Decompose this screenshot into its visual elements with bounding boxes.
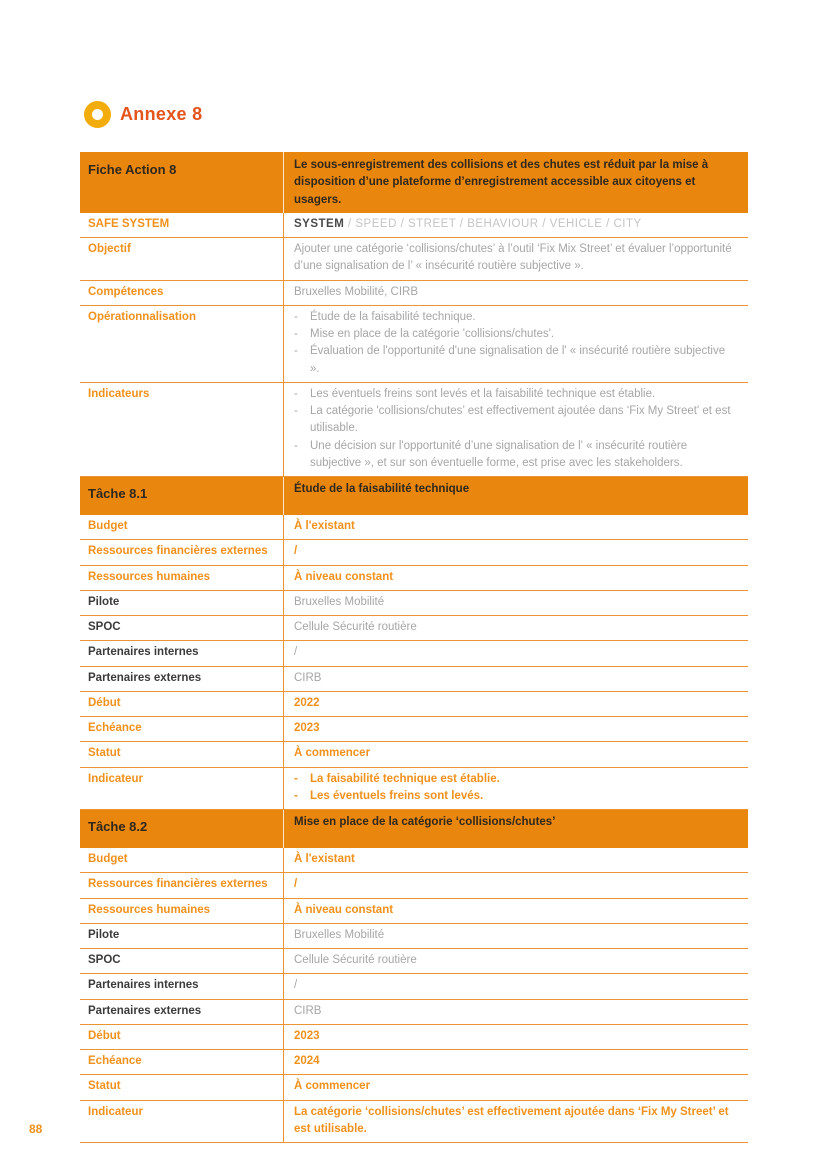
ressources-financieres-value: / — [283, 540, 748, 564]
page-number: 88 — [29, 1122, 43, 1136]
debut-value: 2023 — [283, 1025, 748, 1049]
task-2-subtitle: Mise en place de la catégorie ‘collisions/chutes’ — [283, 810, 748, 848]
task-1-subtitle: Étude de la faisabilité technique — [283, 477, 748, 515]
task-2-row-ressources-financieres — [80, 873, 748, 898]
task-1-header-row — [80, 477, 748, 515]
partenaires-externes-label: Partenaires externes — [88, 671, 202, 684]
indicateur-label: Indicateur — [88, 772, 143, 785]
indicateur-bullets — [283, 768, 748, 810]
spoc-label: SPOC — [88, 954, 121, 966]
ressources-humaines-label: Ressources humaines — [88, 570, 211, 583]
row-indicateurs — [80, 383, 748, 477]
partenaires-externes-value: CIRB — [283, 667, 748, 691]
partenaires-internes-value: / — [283, 974, 748, 998]
task-2-title: Tâche 8.2 — [88, 819, 148, 834]
spoc-value: Cellule Sécurité routière — [283, 616, 748, 640]
objectif-label: Objectif — [88, 243, 131, 255]
task-2-row-echeance — [80, 1050, 748, 1075]
budget-value: À l'existant — [283, 848, 748, 872]
task-1-row-spoc — [80, 616, 748, 641]
safe-system-value — [283, 213, 748, 237]
task-1-row-partenaires-internes — [80, 641, 748, 666]
row-objectif — [80, 238, 748, 281]
task-1-row-statut — [80, 742, 748, 767]
operationnalisation-label: Opérationnalisation — [88, 310, 196, 323]
task-2-row-spoc — [80, 949, 748, 974]
donut-bullet-icon — [84, 101, 111, 128]
ressources-financieres-label: Ressources financières externes — [88, 545, 268, 558]
budget-value: À l'existant — [283, 515, 748, 539]
pilote-label: Pilote — [88, 928, 120, 941]
statut-label: Statut — [88, 1080, 121, 1093]
fiche-description: Le sous-enregistrement des collisions et des chutes est réduit par la mise à disposition d’une plateforme d’enregistrement accessible aux citoyens et usagers. — [283, 152, 748, 213]
task-1-row-ressources-financieres — [80, 540, 748, 565]
task-2-row-pilote — [80, 924, 748, 949]
annex-title: Annexe 8 — [120, 104, 203, 124]
task-2-row-debut — [80, 1025, 748, 1050]
task-1-row-budget — [80, 515, 748, 540]
task-1-title: Tâche 8.1 — [88, 486, 148, 501]
partenaires-externes-value: CIRB — [283, 1000, 748, 1024]
bullet-item: - La catégorie 'collisions/chutes’ est effectivement ajoutée dans ‘Fix My Street' et est utilisable. — [294, 403, 736, 438]
echeance-label: Echéance — [88, 1055, 142, 1067]
task-2-row-partenaires-internes — [80, 974, 748, 999]
debut-label: Début — [88, 696, 121, 709]
row-safe-system — [80, 213, 748, 238]
ressources-humaines-value: À niveau constant — [283, 899, 748, 923]
ressources-humaines-label: Ressources humaines — [88, 903, 211, 916]
partenaires-externes-label: Partenaires externes — [88, 1004, 202, 1017]
indicateurs-label: Indicateurs — [88, 387, 150, 400]
fiche-action-table — [80, 152, 748, 1143]
annex-header — [84, 101, 202, 128]
task-2-row-budget — [80, 848, 748, 873]
ressources-humaines-value: À niveau constant — [283, 566, 748, 590]
task-1-row-pilote — [80, 591, 748, 616]
bullet-item: - Une décision sur l'opportunité d’une signalisation de l' « insécurité routière subjective », et sur son éventuelle forme, est prise avec les stakeholders. — [294, 438, 736, 473]
task-1-row-ressources-humaines — [80, 566, 748, 591]
objectif-value: Ajouter une catégorie ‘collisions/chutes’ à l’outil ‘Fix Mix Street’ et évaluer l’opportunité d’une signalisation de l’ « insécurité routière subjective ». — [283, 238, 748, 280]
bullet-item: - Les éventuels freins sont levés. — [294, 788, 736, 805]
competences-value: Bruxelles Mobilité, CIRB — [283, 281, 748, 305]
pilote-value: Bruxelles Mobilité — [283, 591, 748, 615]
statut-value: À commencer — [283, 742, 748, 766]
spoc-label: SPOC — [88, 621, 121, 633]
ressources-financieres-value: / — [283, 873, 748, 897]
echeance-value: 2024 — [283, 1050, 748, 1074]
fiche-title: Fiche Action 8 — [88, 162, 177, 177]
row-competences — [80, 281, 748, 306]
debut-label: Début — [88, 1029, 121, 1042]
safe-system-selected: SYSTEM — [294, 217, 345, 230]
statut-label: Statut — [88, 747, 121, 760]
safe-system-label: SAFE SYSTEM — [88, 217, 170, 230]
bullet-item: - Les éventuels freins sont levés et la faisabilité technique est établie. — [294, 386, 736, 403]
task-2-row-statut — [80, 1075, 748, 1100]
bullet-item: - Évaluation de l'opportunité d'une signalisation de l' « insécurité routière subjective ». — [294, 343, 736, 378]
pilote-label: Pilote — [88, 595, 120, 608]
ressources-financieres-label: Ressources financières externes — [88, 878, 268, 891]
task-1-row-partenaires-externes — [80, 667, 748, 692]
echeance-value: 2023 — [283, 717, 748, 741]
task-2-row-indicateur — [80, 1101, 748, 1144]
task-2-row-partenaires-externes — [80, 1000, 748, 1025]
indicateur-value: La catégorie ‘collisions/chutes’ est effectivement ajoutée dans ‘Fix My Street’ et est utilisable. — [283, 1101, 748, 1143]
partenaires-internes-value: / — [283, 641, 748, 665]
bullet-item: - Étude de la faisabilité technique. — [294, 309, 736, 326]
task-1-row-debut — [80, 692, 748, 717]
task-2-row-ressources-humaines — [80, 899, 748, 924]
safe-system-rest: / SPEED / STREET / BEHAVIOUR / VEHICLE / CITY — [344, 217, 642, 230]
bullet-item: - La faisabilité technique est établie. — [294, 771, 736, 788]
budget-label: Budget — [88, 520, 128, 532]
statut-value: À commencer — [283, 1075, 748, 1099]
indicateur-label: Indicateur — [88, 1105, 143, 1118]
fiche-header-row — [80, 152, 748, 213]
bullet-item: - Mise en place de la catégorie 'collisions/chutes'. — [294, 326, 736, 343]
indicateurs-bullets — [283, 383, 748, 476]
partenaires-internes-label: Partenaires internes — [88, 646, 199, 659]
operationnalisation-bullets — [283, 306, 748, 382]
budget-label: Budget — [88, 853, 128, 865]
task-2-header-row — [80, 810, 748, 848]
spoc-value: Cellule Sécurité routière — [283, 949, 748, 973]
task-1-row-echeance — [80, 717, 748, 742]
row-operationnalisation — [80, 306, 748, 383]
debut-value: 2022 — [283, 692, 748, 716]
partenaires-internes-label: Partenaires internes — [88, 979, 199, 992]
pilote-value: Bruxelles Mobilité — [283, 924, 748, 948]
echeance-label: Echéance — [88, 722, 142, 734]
task-1-row-indicateur — [80, 768, 748, 811]
competences-label: Compétences — [88, 285, 164, 298]
